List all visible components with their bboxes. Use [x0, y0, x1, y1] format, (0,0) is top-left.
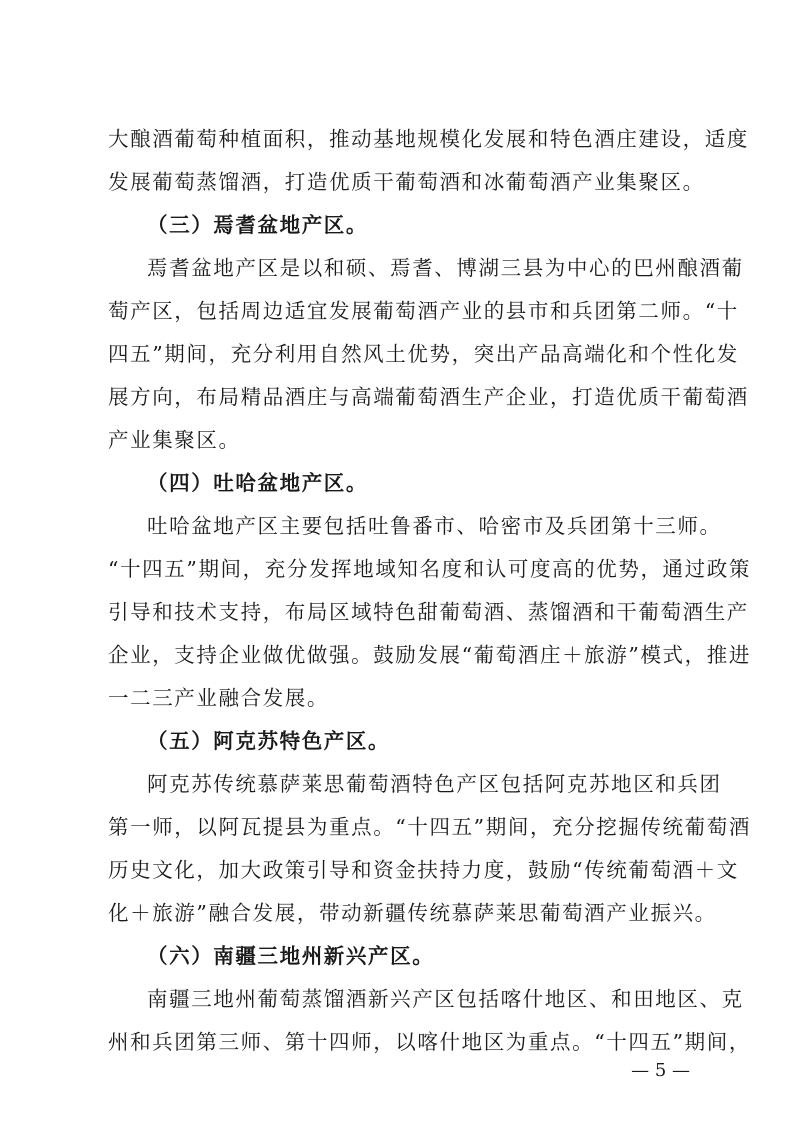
body-text-line: 州和兵团第三师、第十四师，以喀什地区为重点。“十四五”期间， [108, 1030, 751, 1054]
section-heading-4: （四）吐哈盆地产区。 [147, 471, 368, 495]
paragraph-first-line: 焉耆盆地产区是以和硕、焉耆、博湖三县为中心的巴州酿酒葡 [147, 256, 744, 280]
body-text-line: 一二三产业融合发展。 [108, 686, 329, 710]
section-heading-3: （三）焉耆盆地产区。 [147, 213, 368, 237]
body-text-line: 第一师，以阿瓦提县为重点。“十四五”期间，充分挖掘传统葡萄酒 [108, 815, 751, 839]
body-text-line: 引导和技术支持，布局区域特色甜葡萄酒、蒸馏酒和干葡萄酒生产 [108, 600, 749, 624]
section-heading-5: （五）阿克苏特色产区。 [147, 729, 391, 753]
body-text-line: 萄产区，包括周边适宜发展葡萄酒产业的县市和兵团第二师。“十 [108, 299, 739, 323]
body-text-line: 四五”期间，充分利用自然风土优势，突出产品高端化和个性化发 [108, 342, 739, 366]
body-text-line: 企业，支持企业做优做强。鼓励发展“葡萄酒庄＋旅游”模式，推进 [108, 643, 751, 667]
body-text-line: 产业集聚区。 [108, 428, 241, 452]
paragraph-first-line: 吐哈盆地产区主要包括吐鲁番市、哈密市及兵团第十三师。 [147, 514, 722, 538]
body-text-line: 发展葡萄蒸馏酒，打造优质干葡萄酒和冰葡萄酒产业集聚区。 [108, 170, 705, 194]
body-text-line: 大酿酒葡萄种植面积，推动基地规模化发展和特色酒庄建设，适度 [108, 127, 749, 151]
paragraph-first-line: 阿克苏传统慕萨莱思葡萄酒特色产区包括阿克苏地区和兵团 [147, 772, 722, 796]
body-text-line: 历史文化，加大政策引导和资金扶持力度，鼓励“传统葡萄酒＋文 [108, 858, 739, 882]
body-text-line: “十四五”期间，充分发挥地域知名度和认可度高的优势，通过政策 [108, 557, 751, 581]
paragraph-first-line: 南疆三地州葡萄蒸馏酒新兴产区包括喀什地区、和田地区、克 [147, 987, 744, 1011]
section-heading-6: （六）南疆三地州新兴产区。 [147, 944, 435, 968]
body-text-line: 化＋旅游”融合发展，带动新疆传统慕萨莱思葡萄酒产业振兴。 [108, 901, 717, 925]
page-number: — 5 — [631, 1060, 690, 1081]
body-text-line: 展方向，布局精品酒庄与高端葡萄酒生产企业，打造优质干葡萄酒 [108, 385, 749, 409]
